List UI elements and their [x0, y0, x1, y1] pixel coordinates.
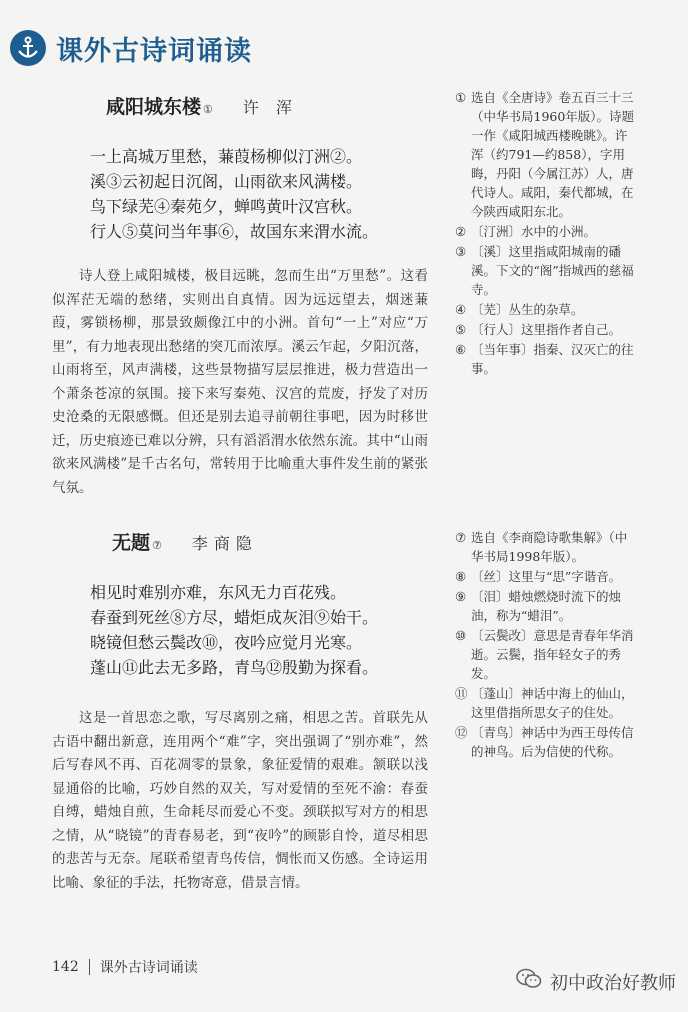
poem-line: 晓镜但愁云鬓改⑩，夜吟应觉月光寒。 [90, 633, 363, 652]
poem2-author: 李商隐 [191, 534, 258, 553]
poem2-lines [90, 580, 378, 680]
watermark-text: 初中政治好教师 [550, 972, 676, 994]
poem1-heading [106, 92, 298, 119]
poem-line: 蓬山⑪此去无多路，青鸟⑫殷勤为探看。 [90, 658, 379, 677]
footer-divider [89, 959, 90, 975]
note-item: ① 选自《全唐诗》卷五百三十三（中华书局1960年版）。诗题一作《咸阳城西楼晚眺》。许浑（约791—约858），字用晦，丹阳（今属江苏）人，唐代诗人。咸阳，秦代都城，在今陕西咸阳东北。 [455, 90, 635, 219]
note-item: ② 〔汀洲〕水中的小洲。 [455, 224, 597, 239]
watermark [516, 968, 676, 995]
poem1-title-note: ① [203, 103, 213, 116]
poem1-author: 许 浑 [242, 98, 298, 117]
poem2-notes [455, 528, 635, 762]
wechat-icon [516, 968, 542, 995]
poem-line: 相见时难别亦难，东风无力百花残。 [90, 583, 347, 602]
note-item: ④ 〔芜〕丛生的杂草。 [455, 302, 584, 317]
poem-line: 春蚕到死丝⑧方尽，蜡炬成灰泪⑨始干。 [90, 608, 379, 627]
section-header [10, 28, 252, 68]
section-title: 课外古诗词诵读 [56, 35, 252, 67]
poem2-title: 无题 [112, 532, 151, 554]
poem2-title-note: ⑦ [152, 539, 162, 552]
note-item: ⑫ 〔青鸟〕神话中为西王母传信的神鸟。后为信使的代称。 [455, 725, 634, 759]
poem1-commentary: 诗人登上咸阳城楼，极目远眺，忽而生出“万里愁”。这看似浑茫无端的愁绪，实则出自真情。因为远远望去，烟迷蒹葭，雾锁杨柳，那景致颇像江中的小洲。首句“一上”对应“万里”，有力地表现出愁绪的突兀而浓厚。溪云乍起，夕阳沉落，山雨将至，风声满楼，这些景物描写层层推进，极力营造出一个萧条苍凉的氛围。接下来写秦苑、汉宫的荒废，抒发了对历史沧桑的无限感慨。但还是别去追寻前朝往事吧，因为时移世迁，历史痕迹已难以分辨，只有滔滔渭水依然东流。其中“山雨欲来风满楼”是千古名句，常转用于比喻重大事件发生前的紧张气氛。 [52, 268, 428, 496]
note-item: ⑦ 选自《李商隐诗歌集解》（中华书局1998年版）。 [455, 530, 628, 564]
poem-line: 行人⑤莫问当年事⑥，故国东来渭水流。 [90, 222, 379, 241]
page-footer [52, 957, 198, 977]
page-number: 142 [52, 959, 79, 975]
poem-line: 鸟下绿芜④秦苑夕，蝉鸣黄叶汉宫秋。 [90, 197, 363, 216]
poem-line: 溪③云初起日沉阁，山雨欲来风满楼。 [90, 172, 363, 191]
poem-line: 一上高城万里愁，蒹葭杨柳似汀洲②。 [90, 147, 363, 166]
note-item: ⑪ 〔蓬山〕神话中海上的仙山，这里借指所思女子的住处。 [455, 686, 634, 720]
note-item: ⑤ 〔行人〕这里指作者自己。 [455, 322, 622, 337]
note-item: ⑩ 〔云鬓改〕意思是青春年华消逝。云鬓，指年轻女子的秀发。 [455, 628, 634, 681]
poem2-commentary: 这是一首思恋之歌，写尽离别之痛，相思之苦。首联先从古语中翻出新意，连用两个“难”字，突出强调了“别亦难”，然后写春风不再、百花凋零的景象，象征爱情的艰难。颔联以浅显通俗的比喻，巧妙自然的双关，写对爱情的至死不渝：春蚕自缚，蜡烛自煎，生命耗尽而爱心不变。颈联拟写对方的相思之情，从“晓镜”的青春易老，到“夜吟”的顾影自怜，道尽相思的悲苦与无奈。尾联希望青鸟传信，惆怅而又伤感。全诗运用比喻、象征的手法，托物寄意，借景言情。 [52, 710, 428, 891]
footer-section: 课外古诗词诵读 [99, 960, 198, 976]
poem1-title: 咸阳城东楼 [106, 96, 202, 118]
note-item: ③ 〔溪〕这里指咸阳城南的磻溪。下文的“阁”指城西的慈福寺。 [455, 244, 634, 297]
poem1-notes [455, 88, 635, 379]
note-item: ⑧ 〔丝〕这里与“思”字谐音。 [455, 569, 622, 584]
poem1-lines [90, 144, 378, 244]
note-item: ⑥ 〔当年事〕指秦、汉灭亡的往事。 [455, 342, 634, 376]
poem2-heading [112, 528, 258, 555]
note-item: ⑨ 〔泪〕蜡烛燃烧时流下的烛油，称为“蜡泪”。 [455, 589, 622, 623]
anchor-icon [10, 30, 46, 66]
